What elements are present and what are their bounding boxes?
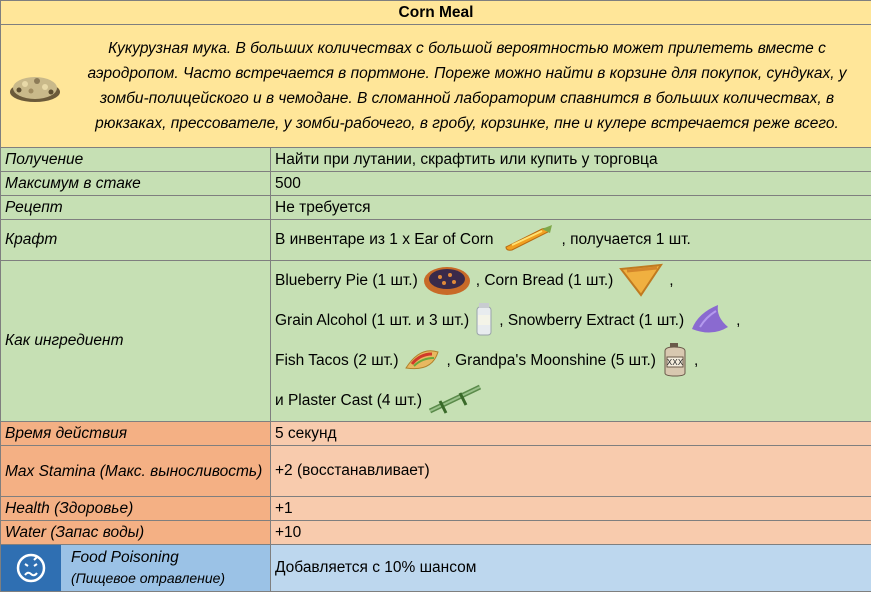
comma-3: , (693, 352, 699, 369)
duration-value: 5 секунд (271, 422, 871, 446)
moonshine-text: , Grandpa's Moonshine (5 шт.) (446, 352, 656, 369)
food-poisoning-sublabel: (Пищевое отравление) (71, 570, 226, 586)
corn-bread-text: , Corn Bread (1 шт.) (475, 272, 614, 289)
craft-label: Крафт (1, 220, 271, 261)
comma-2: , (736, 312, 741, 329)
water-value: +10 (271, 521, 871, 545)
svg-text:XXX: XXX (666, 357, 684, 367)
plaster-cast-text: и Plaster Cast (4 шт.) (275, 392, 423, 409)
obtain-label: Получение (1, 148, 271, 172)
item-description: Кукурузная мука. В больших количествах с большой вероятностью может прилететь вместе с аэродропом. Часто встречается в портмоне. Пореже можно найти в корзине для покупок, сундуках, у зомби-полицейского и в чемодане. В сломанной лабораторим спавнится в больших количествах, в рюкзаках, прессователе, у зомби-рабочего, в гробу, корзинке, пне и кулере встречается реже всего. (87, 40, 847, 132)
blueberry-pie-icon (422, 261, 472, 302)
ear-of-corn-icon (498, 223, 558, 258)
corn-meal-icon (1, 66, 69, 106)
snowberry-extract-icon (688, 301, 732, 342)
recipe-label: Рецепт (1, 196, 271, 220)
craft-prefix: В инвентаре из 1 x Ear of Corn (275, 231, 494, 248)
description-cell (1, 25, 871, 148)
health-label: Health (Здоровье) (1, 497, 271, 521)
stack-label: Максимум в стаке (1, 172, 271, 196)
corn-bread-icon (617, 261, 665, 302)
ingredient-value (271, 261, 871, 422)
blueberry-pie-text: Blueberry Pie (1 шт.) (275, 272, 418, 289)
ingredient-label: Как ингредиент (1, 261, 271, 422)
food-poisoning-icon (1, 545, 61, 591)
food-poisoning-label: Food Poisoning (71, 549, 179, 566)
grain-alcohol-icon (473, 301, 495, 342)
stack-value: 500 (271, 172, 871, 196)
food-poisoning-value: Добавляется с 10% шансом (271, 545, 871, 592)
duration-label: Время действия (1, 422, 271, 446)
recipe-value: Не требуется (271, 196, 871, 220)
moonshine-jug-icon (660, 341, 690, 382)
craft-suffix: , получается 1 шт. (561, 231, 691, 248)
health-value: +1 (271, 497, 871, 521)
craft-value (271, 220, 871, 261)
plaster-cast-icon (426, 383, 486, 420)
stamina-value: +2 (восстанавливает) (271, 446, 871, 497)
comma-1: , (669, 272, 674, 289)
fish-tacos-text: Fish Tacos (2 шт.) (275, 352, 399, 369)
stamina-label: Max Stamina (Макс. выносливость) (1, 446, 271, 497)
snowberry-extract-text: , Snowberry Extract (1 шт.) (499, 312, 685, 329)
item-title: Corn Meal (1, 1, 871, 25)
obtain-value: Найти при лутании, скрафтить или купить у торговца (271, 148, 871, 172)
food-poisoning-label-cell (1, 545, 271, 592)
water-label: Water (Запас воды) (1, 521, 271, 545)
fish-tacos-icon (402, 344, 442, 379)
grain-alcohol-text: Grain Alcohol (1 шт. и 3 шт.) (275, 312, 470, 329)
